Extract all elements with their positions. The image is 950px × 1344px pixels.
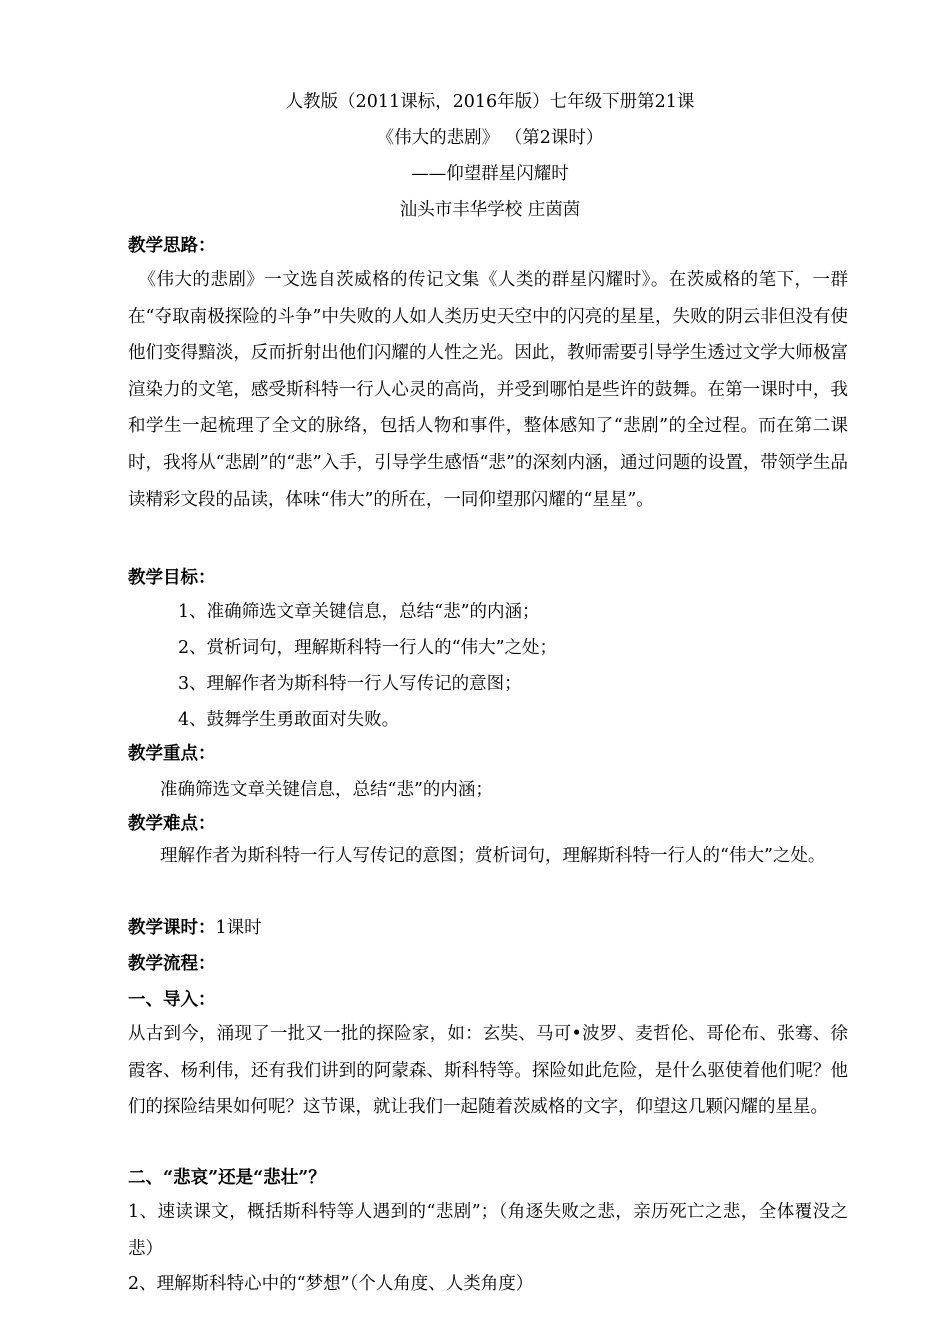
goal-item-4: 4、鼓舞学生勇敢面对失败。 (178, 710, 400, 730)
step1-body: 从古到今，涌现了一批又一批的探险家，如：玄奘、马可•波罗、麦哲伦、哥伦布、张骞、徐霞客、杨利伟，还有我们讲到的阿蒙森、斯科特等。探险如此危险，是什么驱使着他们呢？他们的探险结果如何呢？这节课，就让我们一起随着茨威格的文字，仰望这几颗闪耀的星星。 (128, 1024, 848, 1118)
hours-heading: 教学课时： (128, 918, 216, 938)
step2-item-2: 2、理解斯科特心中的“梦想”（个人角度、人类角度） (128, 1274, 534, 1294)
goals-heading: 教学目标： (128, 568, 216, 588)
focus-body: 准确筛选文章关键信息，总结“悲”的内涵； (160, 780, 493, 800)
doc-author: 汕头市丰华学校 庄茵茵 (399, 200, 581, 220)
difficulty-heading: 教学难点： (128, 814, 216, 834)
goal-item-1: 1、准确筛选文章关键信息，总结“悲”的内涵； (178, 602, 540, 622)
step1-heading: 一、导入： (128, 990, 216, 1010)
step2-heading: 二、“悲哀”还是“悲壮”？ (128, 1168, 326, 1188)
doc-title-line2: 《伟大的悲剧》 （第2课时） (376, 128, 604, 148)
thinking-body: 《伟大的悲剧》一文选自茨威格的传记文集《人类的群星闪耀时》。在茨威格的笔下，一群在“夺取南极探险的斗争”中失败的人如人类历史天空中的闪亮的星星，失败的阴云非但没有使他们变得黯淡，反而折射出他们闪耀的人性之光。因此，教师需要引导学生透过文学大师极富渲染力的文笔，感受斯科特一行人心灵的高尚，并受到哪怕是些许的鼓舞。在第一课时中，我和学生一起梳理了全文的脉络，包括人物和事件，整体感知了“悲剧”的全过程。而在第二课时，我将从“悲剧”的“悲”入手，引导学生感悟“悲”的深刻内涵，通过问题的设置，带领学生品读精彩文段的品读，体味“伟大”的所在，一同仰望那闪耀的“星星”。 (128, 270, 848, 510)
doc-title-line1: 人教版（2011课标，2016年版）七年级下册第21课 (285, 92, 695, 112)
process-heading: 教学流程： (128, 954, 216, 974)
hours-line (128, 916, 262, 940)
difficulty-body: 理解作者为斯科特一行人写传记的意图；赏析词句，理解斯科特一行人的“伟大”之处。 (160, 846, 826, 866)
goal-item-2: 2、赏析词句，理解斯科特一行人的“伟大”之处； (178, 638, 558, 658)
hours-value: 1课时 (215, 918, 262, 938)
focus-heading: 教学重点： (128, 744, 216, 764)
step2-item-1: 1、速读课文，概括斯科特等人遇到的“悲剧”；（角逐失败之悲，亲历死亡之悲，全体覆没之悲） (128, 1202, 848, 1259)
goal-item-3: 3、理解作者为斯科特一行人写传记的意图； (178, 674, 522, 694)
thinking-heading: 教学思路： (128, 236, 216, 256)
doc-subtitle: ——仰望群星闪耀时 (411, 164, 569, 184)
